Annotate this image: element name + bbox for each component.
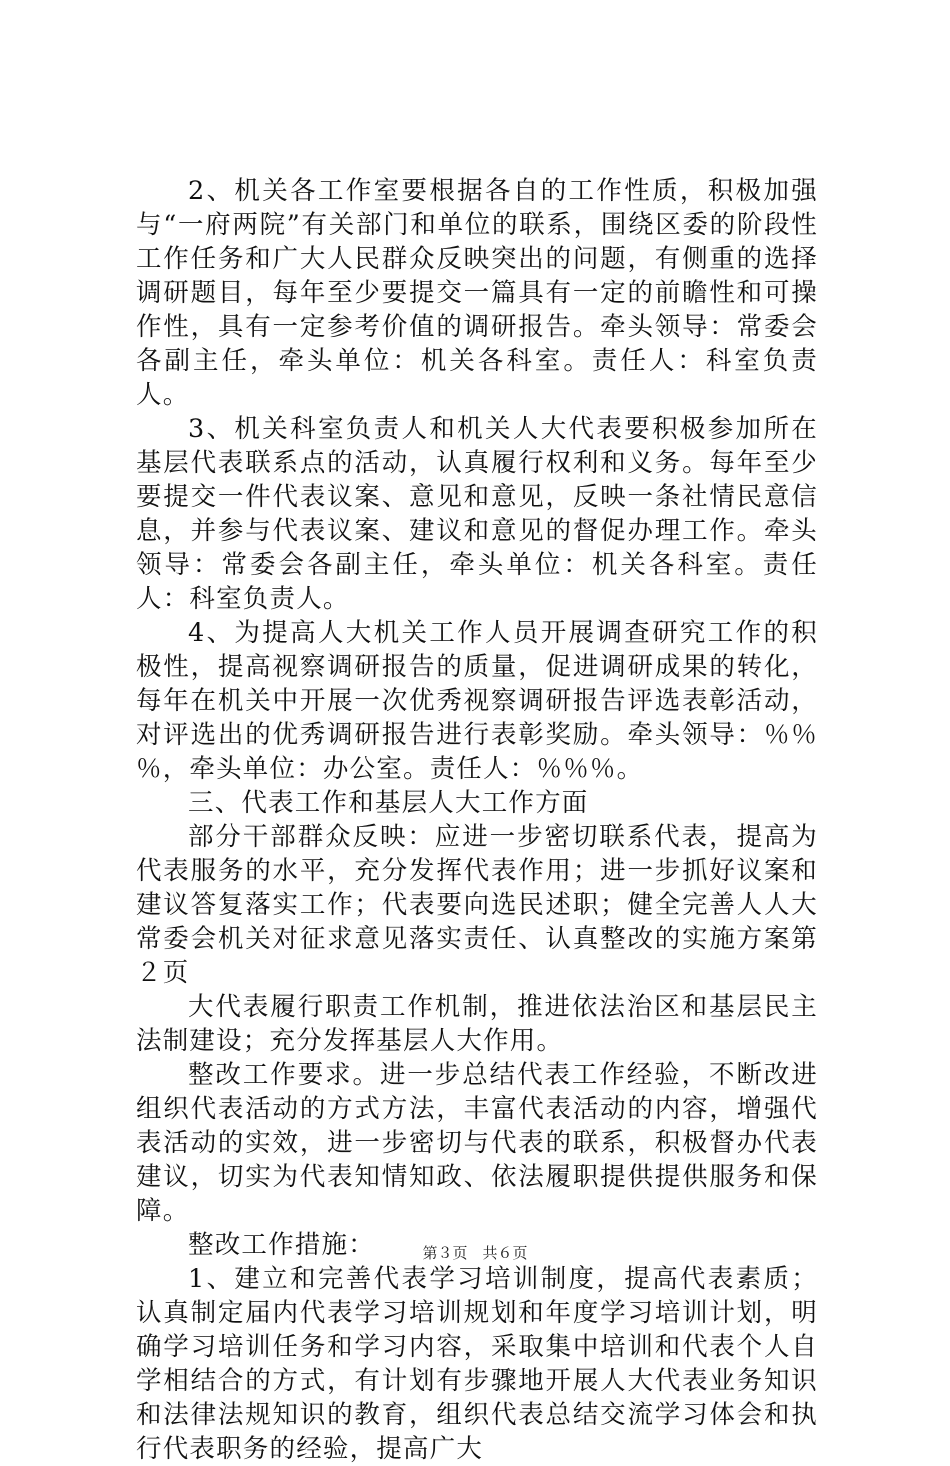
paragraph-feedback-continued: 大代表履行职责工作机制，推进依法治区和基层民主法制建设；充分发挥基层人大作用。 bbox=[136, 992, 818, 1056]
paragraph-item-2-research-reports: 2、机关各工作室要根据各自的工作性质，积极加强与“一府两院”有关部门和单位的联系，围绕区委的阶段性工作任务和广大人民群众反映突出的问题，有侧重的选择调研题目，每年至少要提交一篇具有一定的前瞻性和可操作性，具有一定参考价值的调研报告。牵头领导：常委会各副主任，牵头单位：机关各科室。责任人：科室负责人。 bbox=[136, 176, 818, 410]
paragraph-measure-1-training: 1、建立和完善代表学习培训制度，提高代表素质；认真制定届内代表学习培训规划和年度学习培训计划，明确学习培训任务和学习内容，采取集中培训和代表个人自学相结合的方式，有计划有步骤地开展人大代表业务知识和法律法规知识的教育，组织代表总结交流学习体会和执行代表职务的经验，提高广大 bbox=[136, 1264, 818, 1464]
paragraph-rectification-measures-heading: 整改工作措施： bbox=[188, 1230, 375, 1260]
document-body bbox=[136, 174, 818, 1466]
paragraph-public-feedback: 部分干部群众反映：应进一步密切联系代表，提高为代表服务的水平，充分发挥代表作用；进一步抓好议案和建议答复落实工作；代表要向选民述职；健全完善人人大常委会机关对征求意见落实责任、认真整改的实施方案第２页 bbox=[136, 822, 818, 988]
paragraph-item-4-report-awards: 4、为提高人大机关工作人员开展调查研究工作的积极性，提高视察调研报告的质量，促进调研成果的转化，每年在机关中开展一次优秀视察调研报告评选表彰活动，对评选出的优秀调研报告进行表彰奖励。牵头领导：％％％，牵头单位：办公室。责任人：％％％。 bbox=[136, 618, 818, 784]
paragraph-rectification-requirements: 整改工作要求。进一步总结代表工作经验，不断改进组织代表活动的方式方法，丰富代表活动的内容，增强代表活动的实效，进一步密切与代表的联系，积极督办代表建议，切实为代表知情知政、依法履职提供提供服务和保障。 bbox=[136, 1060, 818, 1226]
section-heading-representative-work: 三、代表工作和基层人大工作方面 bbox=[188, 788, 589, 818]
page-footer: 第３页 共６页 bbox=[422, 1244, 528, 1262]
paragraph-item-3-contact-points: 3、机关科室负责人和机关人大代表要积极参加所在基层代表联系点的活动，认真履行权利和义务。每年至少要提交一件代表议案、意见和意见，反映一条社情民意信息，并参与代表议案、建议和意见的督促办理工作。牵头领导：常委会各副主任，牵头单位：机关各科室。责任人：科室负责人。 bbox=[136, 414, 818, 614]
